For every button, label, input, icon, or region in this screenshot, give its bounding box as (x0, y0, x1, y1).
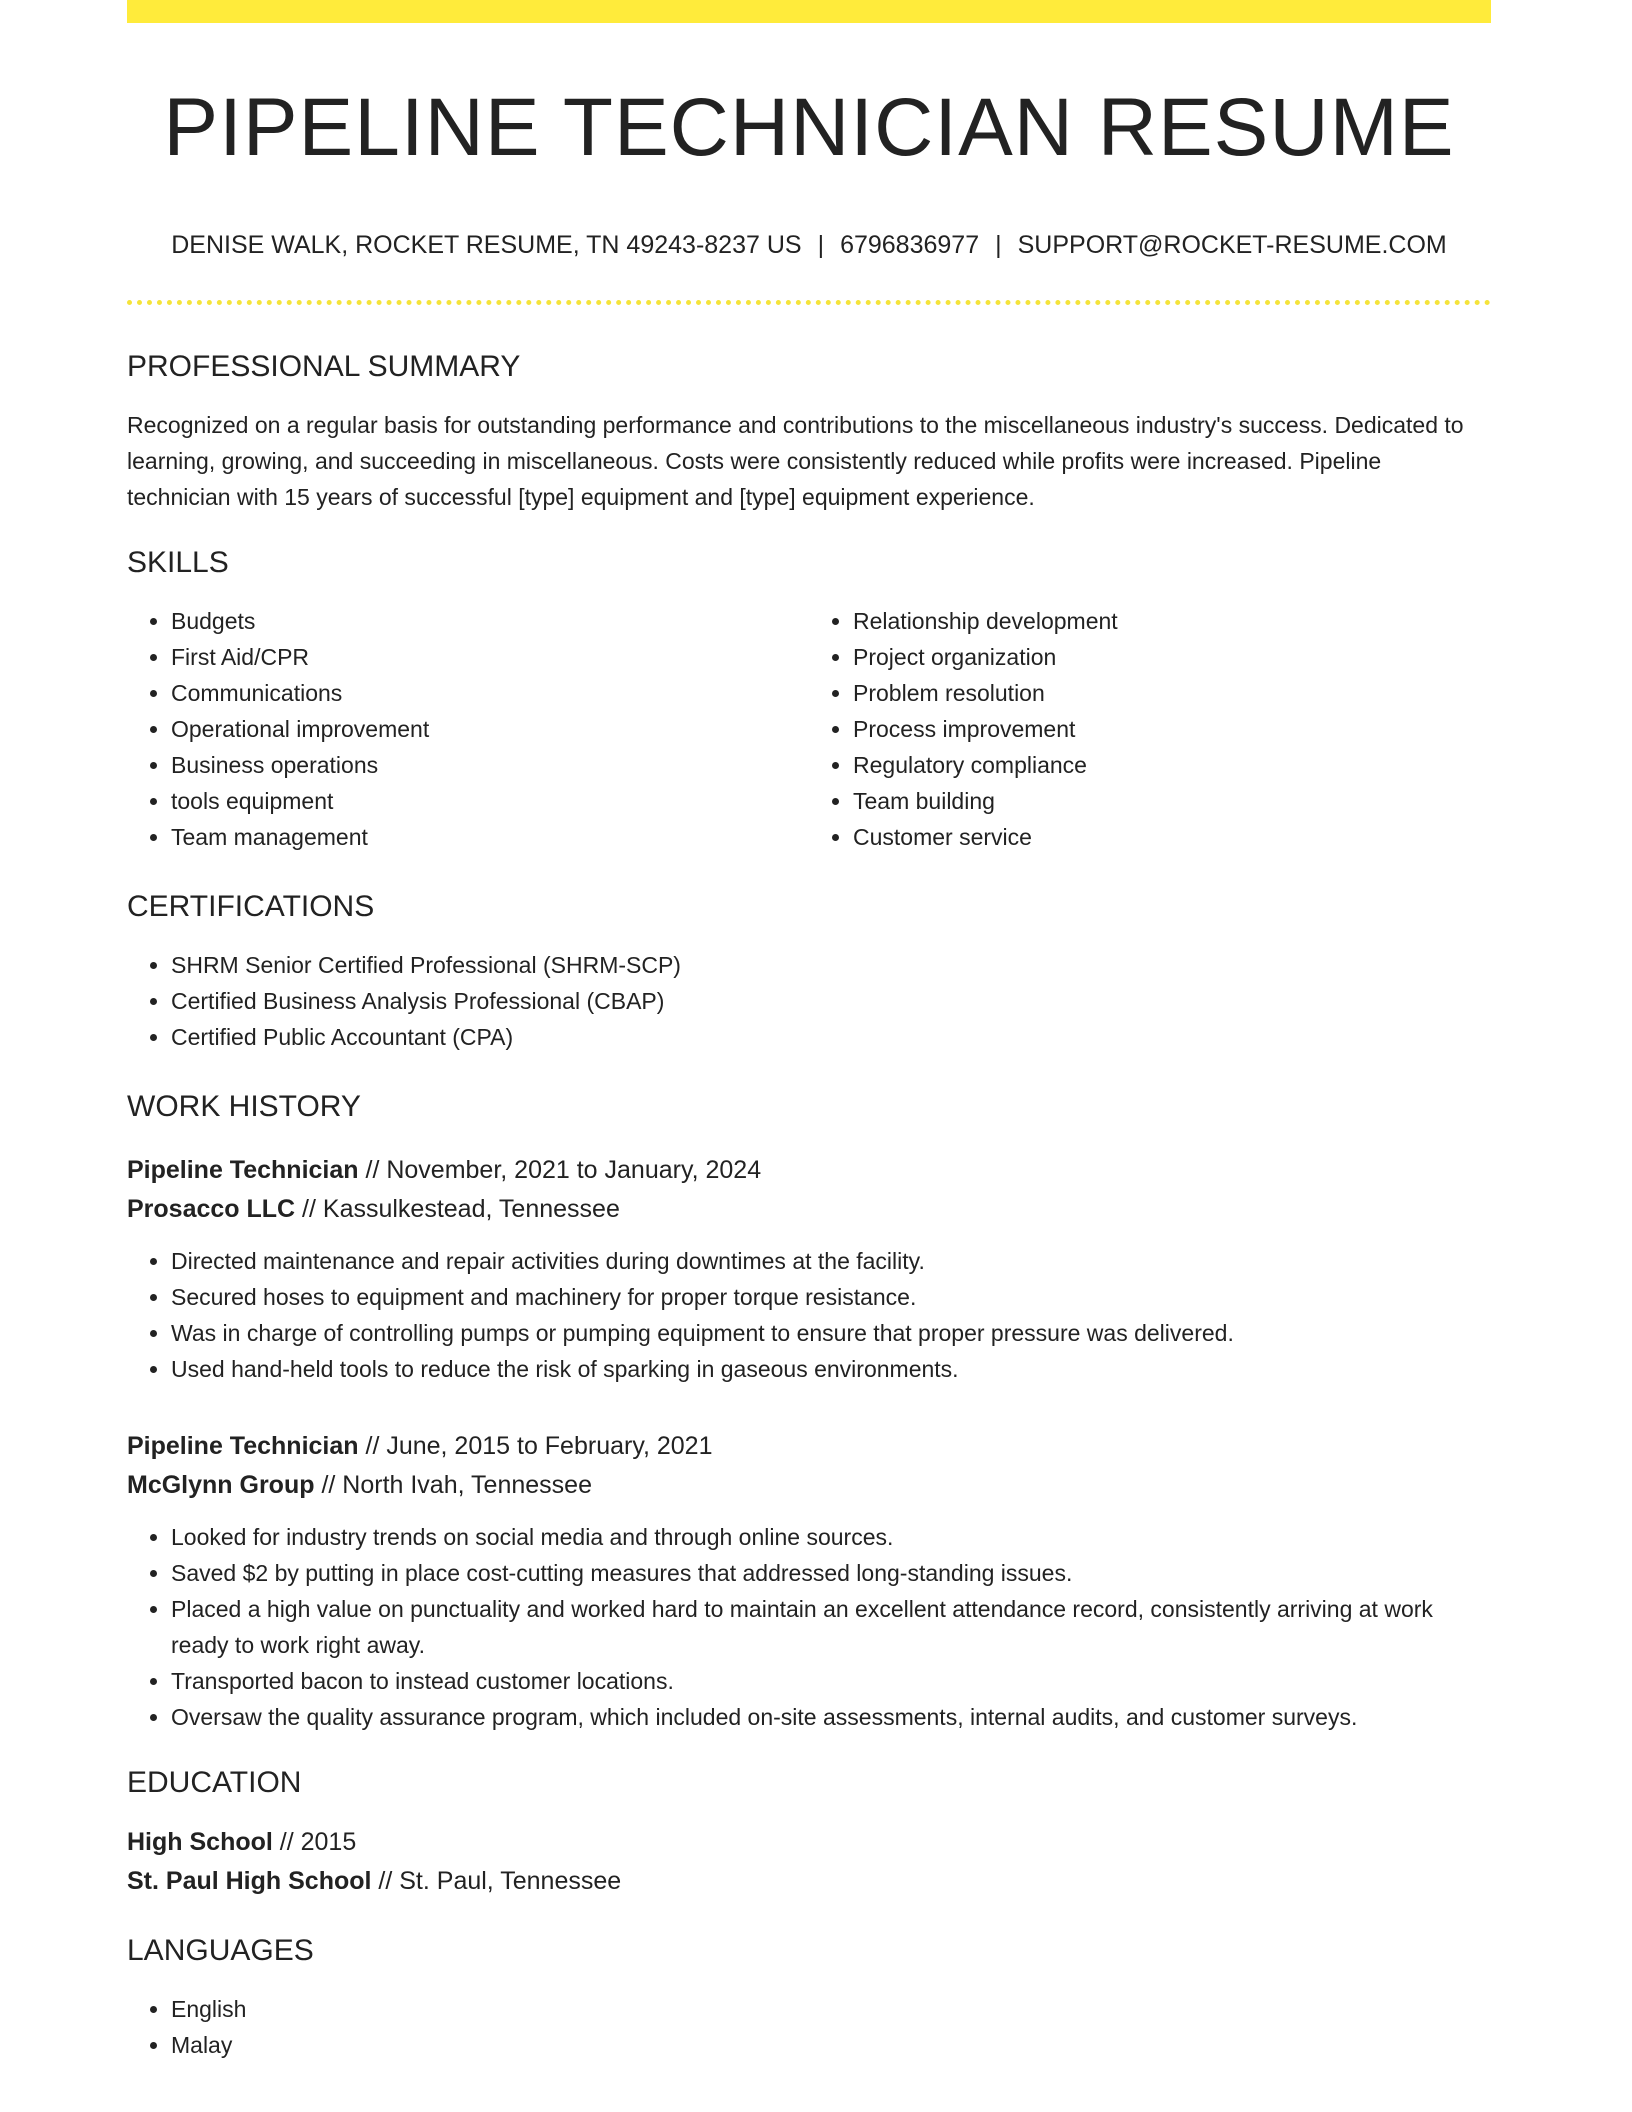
job-duty: • Looked for industry trends on social media and through online sources. (171, 1519, 1491, 1555)
contact-email: SUPPORT@ROCKET-RESUME.COM (1017, 231, 1447, 259)
job-entry (127, 1151, 1491, 1387)
skill-item: • Communications (171, 675, 809, 711)
skill-item: • Relationship development (853, 603, 1491, 639)
education-year: // 2015 (272, 1828, 357, 1856)
resume-content (127, 0, 1491, 2063)
resume-title: PIPELINE TECHNICIAN RESUME (163, 82, 1455, 173)
education-degree: High School (127, 1828, 273, 1856)
certifications-heading: CERTIFICATIONS (127, 890, 375, 923)
job-title: Pipeline Technician (127, 1156, 359, 1184)
education-section (127, 1765, 1491, 1901)
skill-item: • Regulatory compliance (853, 747, 1491, 783)
certification-item: • Certified Public Accountant (CPA) (171, 1019, 1491, 1055)
skill-item: • tools equipment (171, 783, 809, 819)
skill-item: • Operational improvement (171, 711, 809, 747)
job-company-line (127, 1190, 1491, 1229)
skill-item: • Problem resolution (853, 675, 1491, 711)
education-location: // St. Paul, Tennessee (371, 1867, 622, 1895)
skills-section (127, 545, 1491, 855)
job-location: // North Ivah, Tennessee (314, 1471, 592, 1499)
contact-address: DENISE WALK, ROCKET RESUME, TN 49243-8237 US (171, 231, 802, 259)
job-duty: • Oversaw the quality assurance program, which included on-site assessments, internal audits, and customer surveys. (171, 1699, 1491, 1735)
job-duty: • Saved $2 by putting in place cost-cutting measures that addressed long-standing issues. (171, 1555, 1491, 1591)
education-heading: EDUCATION (127, 1766, 302, 1799)
job-title: Pipeline Technician (127, 1432, 359, 1460)
job-company: McGlynn Group (127, 1471, 315, 1499)
header-divider (127, 300, 1491, 305)
job-duty: • Secured hoses to equipment and machinery for proper torque resistance. (171, 1279, 1491, 1315)
skills-list-right (809, 603, 1491, 855)
job-dates: // June, 2015 to February, 2021 (358, 1432, 713, 1460)
contact-phone: 6796836977 (840, 231, 980, 259)
languages-section (127, 1933, 1491, 2063)
job-duties-list (127, 1519, 1491, 1735)
education-degree-line (127, 1823, 1491, 1862)
language-item: • Malay (171, 2027, 1491, 2063)
certification-item: • SHRM Senior Certified Professional (SHRM-SCP) (171, 947, 1491, 983)
education-school-line (127, 1862, 1491, 1901)
job-duty: • Was in charge of controlling pumps or pumping equipment to ensure that proper pressure was delivered. (171, 1315, 1491, 1351)
job-title-line (127, 1427, 1491, 1466)
job-entry (127, 1427, 1491, 1735)
skill-item: • Team management (171, 819, 809, 855)
skill-item: • Process improvement (853, 711, 1491, 747)
languages-heading: LANGUAGES (127, 1934, 314, 1967)
skill-item: • Business operations (171, 747, 809, 783)
work-history-section (127, 1089, 1491, 1735)
job-company: Prosacco LLC (127, 1195, 296, 1223)
skill-item: • Team building (853, 783, 1491, 819)
job-duty: • Placed a high value on punctuality and worked hard to maintain an excellent attendance record, consistently arriving at work ready to work right away. (171, 1591, 1491, 1663)
work-history-heading: WORK HISTORY (127, 1090, 361, 1123)
education-school: St. Paul High School (127, 1867, 372, 1895)
certifications-section (127, 889, 1491, 1055)
job-duty: • Used hand-held tools to reduce the risk of sparking in gaseous environments. (171, 1351, 1491, 1387)
job-company-line (127, 1466, 1491, 1505)
language-item: • English (171, 1991, 1491, 2027)
job-duty: • Transported bacon to instead customer locations. (171, 1663, 1491, 1699)
certification-item: • Certified Business Analysis Professional (CBAP) (171, 983, 1491, 1019)
languages-list (127, 1991, 1491, 2063)
skills-grid (127, 581, 1491, 855)
skill-item: • First Aid/CPR (171, 639, 809, 675)
contact-separator: | (995, 231, 1002, 259)
summary-text: Recognized on a regular basis for outstanding performance and contributions to the miscellaneous industry's success. Dedicated to learning, growing, and succeeding in miscellaneous. Costs were consistently reduced while profits were increased. Pipeline technician with 15 years of successful [type] equipment and [type] equipment experience. (127, 412, 1464, 510)
skill-item: • Customer service (853, 819, 1491, 855)
summary-section (127, 349, 1491, 515)
skill-item: • Budgets (171, 603, 809, 639)
contact-separator: | (817, 231, 825, 259)
job-location: // Kassulkestead, Tennessee (295, 1195, 620, 1223)
skills-heading: SKILLS (127, 546, 229, 579)
skills-list-left (127, 603, 809, 855)
job-duty: • Directed maintenance and repair activities during downtimes at the facility. (171, 1243, 1491, 1279)
summary-heading: PROFESSIONAL SUMMARY (127, 350, 521, 383)
job-duties-list (127, 1243, 1491, 1387)
skill-item: • Project organization (853, 639, 1491, 675)
job-dates: // November, 2021 to January, 2024 (358, 1156, 762, 1184)
contact-line (127, 230, 1491, 260)
job-title-line (127, 1151, 1491, 1190)
certifications-list (127, 947, 1491, 1055)
